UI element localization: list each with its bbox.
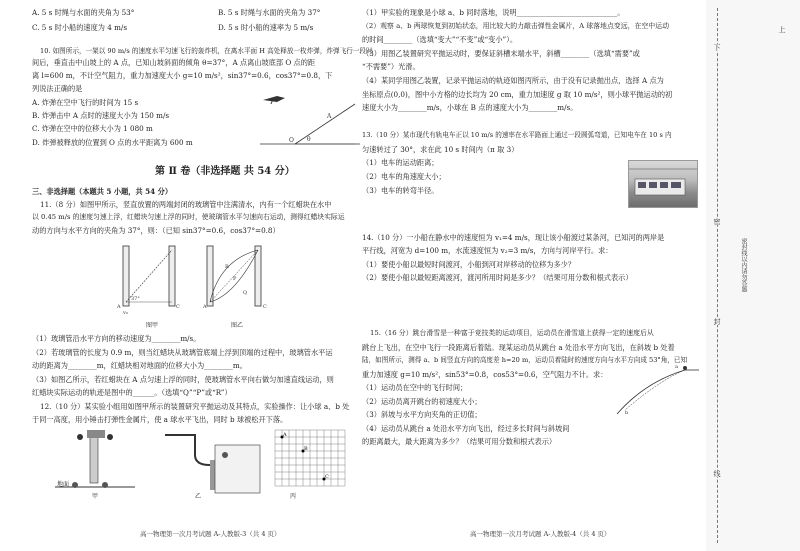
svg-text:A: A	[327, 113, 332, 120]
q12-line: 于同一高度，用小锤击打弹性金属片，使 a 球水平飞出，同时 b 球被松开下落。	[32, 415, 288, 424]
q10-line: 离 l=600 m，不计空气阻力，重力加速度大小 g=10 m/s²，sin37°=0.6，cos37°=0.8，下	[32, 71, 333, 80]
q15-line: 重力加速度 g=10 m/s²，sin53°=0.8，cos53°=0.6，空气阻力不计。求：	[362, 370, 608, 379]
q12-cont-line: （3）用图乙装置研究平抛运动时，要保证斜槽末端水平，斜槽________（选填“需要”或	[362, 49, 640, 58]
q11-line: 11.（8 分）如图甲所示，竖直放置的两端封闭的玻璃管中注满清水，内有一个红蜡块在水中	[40, 200, 332, 209]
q12-cont-line: 坐标原点(0,0)，图中小方格的边长均为 20 cm，重力加速度 g 取 10 m/s²，则小球平抛运动的初	[362, 90, 673, 99]
svg-text:b: b	[625, 410, 629, 416]
q10-plane-slope-figure	[255, 82, 365, 152]
fig-yi-label: 图乙	[231, 322, 244, 329]
svg-text:a: a	[675, 364, 678, 370]
q11-part: （3）如图乙所示，若红蜡块在 A 点匀速上浮的同时，使玻璃管水平向右做匀加速直线运动，则	[32, 375, 334, 384]
svg-text:C: C	[325, 474, 329, 480]
q11-line: 以 0.45 m/s 的速度匀速上浮，红蜡块匀速上浮的同时，使玻璃管水平匀速向右运动，测得红蜡块实际运	[32, 213, 345, 221]
footer-page-4: 高一物理第一次月考试题 A-人教版-4（共 4 页）	[470, 530, 611, 538]
fig-yi-label-q12: 乙	[195, 493, 202, 500]
seal-line	[717, 8, 718, 543]
binding-margin	[706, 0, 800, 551]
svg-text:A: A	[117, 304, 121, 310]
q11-part: （2）若玻璃管的长度为 0.9 m，则当红蜡块从玻璃管底端上浮到顶端的过程中，玻璃管水平运	[32, 348, 333, 357]
q11-part: 动的距离为________m，红蜡块相对地面的位移大小为________m。	[32, 361, 247, 370]
svg-text:C: C	[263, 304, 267, 310]
fig-bing-label: 丙	[290, 493, 297, 500]
svg-text:R: R	[225, 264, 229, 270]
binding-char-xia: 下	[713, 44, 721, 51]
q9-option-b: B. 5 s 时绳与水面的夹角为 37°	[218, 8, 321, 17]
svg-text:θ: θ	[307, 136, 311, 143]
q12-cont-line: 速度大小为________m/s，小球在 B 点的速度大小为________m/s。	[362, 103, 578, 112]
q14-line: 平行线，河宽为 d=100 m，水流速度恒为 v₂=3 m/s，方向与河岸平行。求：	[362, 246, 613, 255]
svg-text:A: A	[203, 304, 207, 310]
ski-jump-figure	[615, 362, 700, 422]
svg-text:P: P	[233, 276, 237, 282]
fig-ground-label: 地面	[57, 481, 70, 488]
svg-text:v₀: v₀	[123, 310, 128, 316]
binding-char-xian: 线	[713, 470, 721, 477]
q12-line: 12.（10 分）某实验小组用如图甲所示的装置研究平抛运动及其特点，实验操作：让小球 a、b 处	[40, 402, 350, 411]
fig-jia-label: 图甲	[146, 322, 159, 329]
q13-part: （1）电车的运动距离；	[362, 158, 439, 167]
q11-tube-figures	[115, 240, 275, 320]
q10-option-d: D. 炸弹被释放的位置到 O 点的水平距离为 600 m	[32, 138, 193, 147]
q15-line: 15.（16 分）跳台滑雪是一种富于竞技类的运动项目，运动员在滑雪道上获得一定的速度后从	[370, 329, 654, 337]
q12-cont-line: （1）甲实验的现象是小球 a、b 同时落地，说明____________________________。	[362, 8, 625, 17]
binding-char-shang: 上	[778, 26, 786, 33]
q9-option-a: A. 5 s 时绳与水面的夹角为 53°	[32, 8, 135, 17]
q15-part: （2）运动员离开跳台的初速度大小；	[362, 397, 482, 406]
tram-photo	[628, 160, 698, 208]
q13-part: （3）电车的转弯半径。	[362, 186, 439, 195]
svg-text:Q: Q	[243, 290, 248, 296]
q12-cont-line: 的时间________（选填“变大”“不变”或“变小”）。	[362, 35, 518, 44]
q15-part: （3）斜坡与水平方向夹角的正切值；	[362, 410, 482, 419]
q15-part: （1）运动员在空中的飞行时间；	[362, 383, 468, 392]
section-3-title: 三、非选择题（本题共 5 小题，共 54 分）	[32, 187, 173, 196]
q10-option-b: B. 炸弹击中 A 点时的速度大小为 150 m/s	[32, 111, 170, 120]
binding-char-feng: 封	[713, 318, 721, 325]
q12-cont-line: （2）观察 a、b 两球恢复到初始状态，用比较大的力敲击弹性金属片，A 球落地点变远，在空中运动	[362, 22, 669, 30]
svg-text:37°: 37°	[131, 296, 140, 302]
q14-line: 14.（10 分）一小船在静水中的速度恒为 v₁=4 m/s，现让该小船渡过某条河，已知河的两岸是	[362, 233, 665, 242]
svg-text:A: A	[283, 432, 287, 438]
q13-line: 匀速转过了 30°，求在此 10 s 时间内（π 取 3）	[362, 145, 519, 154]
q9-option-d: D. 5 s 时小船的速率为 5 m/s	[218, 23, 314, 32]
q10-line: 10. 如图所示，一架以 90 m/s 的速度水平匀速飞行的轰炸机，在离水平面 H 高处释放一枚炸弹，炸弹飞行一段时	[40, 47, 373, 55]
q9-option-c: C. 5 s 时小船的速度为 4 m/s	[32, 23, 128, 32]
q13-part: （2）电车的角速度大小；	[362, 172, 446, 181]
binding-char-mi: 密	[713, 218, 721, 225]
section-2-title: 第 Ⅱ 卷（非选择题 共 54 分）	[155, 166, 295, 177]
q12-cont-line: （4）某同学用图乙装置，记录平抛运动的轨迹如图丙所示，由于没有记录抛出点，选择 A 点为	[362, 76, 664, 85]
q14-part: （2）要使小船以最短距离渡河，渡河所用时间是多少？（结果可用分数和根式表示）	[362, 273, 633, 282]
q13-line: 13.（10 分）某市现代有轨电车正以 10 m/s 的速率在水平路面上通过一段圆弧弯道，已知电车在 10 s 内	[362, 131, 672, 139]
svg-text:O: O	[289, 137, 294, 144]
q15-line: 陆，如图所示，测得 a、b 间竖直方向的高度差 h=20 m，运动员着陆时的速度方向与水平方向成 53°角，已知	[362, 356, 688, 364]
svg-text:B: B	[304, 446, 308, 452]
q11-part: 红蜡块实际运动的轨迹是图中的______。（选填“Q”“P”或“R”）	[32, 388, 232, 397]
q10-option-c: C. 炸弹在空中的位移大小为 1 080 m	[32, 124, 153, 133]
q11-part: （1）玻璃管沿水平方向的移动速度为________m/s。	[32, 334, 201, 343]
footer-page-3: 高一物理第一次月考试题 A-人教版-3（共 4 页）	[140, 530, 281, 538]
fig-jia-label-q12: 甲	[92, 493, 99, 500]
q12-cont-line: “不需要”）光滑。	[362, 62, 420, 71]
q10-line: 间后，垂直击中山坡上的 A 点，已知山坡斜面的倾角 θ=37°，A 点离山坡底部 O 点的距	[32, 58, 316, 67]
q15-part: （4）运动员从跳台 a 处沿水平方向飞出，经过多长时间与斜坡间	[362, 424, 570, 433]
q15-part: 的距离最大，最大距离为多少？（结果可用分数和根式表示）	[362, 437, 557, 446]
q14-part: （1）要使小船以最短时间渡河，小船到河对岸移动的位移为多少？	[362, 260, 576, 269]
q10-option-a: A. 炸弹在空中飞行的时间为 15 s	[32, 98, 139, 107]
binding-note: 密封线以内请勿答题	[740, 238, 747, 292]
q11-line: 动的方向与水平方向的夹角为 37°，则：（已知 sin37°=0.6，cos37°=0.8）	[32, 226, 280, 235]
svg-text:C: C	[176, 304, 180, 310]
q10-line: 列说法正确的是	[32, 84, 83, 93]
q15-line: 跳台上飞出，在空中飞行一段距离后着陆。现某运动员从跳台 a 处沿水平方向飞出，在斜坡 b 处着	[362, 343, 675, 352]
